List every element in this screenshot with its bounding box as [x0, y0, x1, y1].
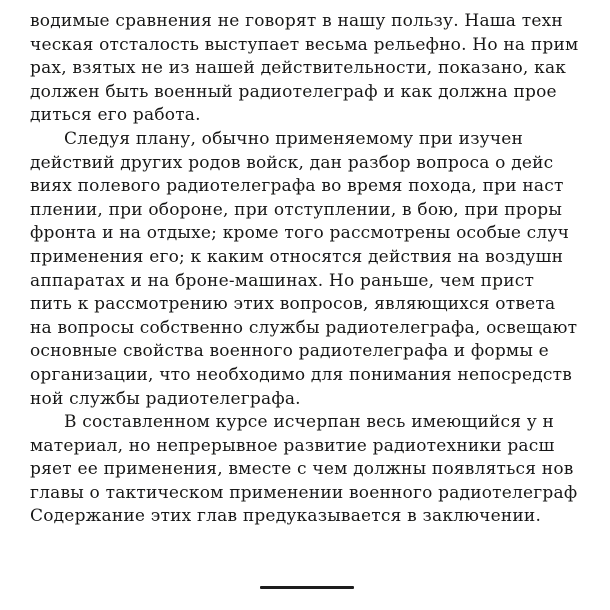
text-line: организации, что необходимо для понимания непосредств	[30, 364, 573, 385]
text-line: на вопросы собственно службы радиотелеграфа, освещают	[30, 317, 578, 338]
text-line: фронта и на отдыхе; кроме того рассмотрены особые случ	[30, 223, 570, 244]
text-line: В составленном курсе исчерпан весь имеющийся у н	[64, 412, 555, 433]
text-line: диться его работа.	[30, 105, 201, 126]
text-line: действий других родов войск, дан разбор вопроса о дейс	[30, 152, 554, 173]
text-line: должен быть военный радиотелеграф и как должна прое	[30, 81, 557, 102]
text-line: применения его; к каким относятся действия на воздушн	[30, 246, 564, 267]
text-line: Следуя плану, обычно применяемому при изучен	[64, 128, 524, 149]
text-line: Содержание этих глав предуказывается в заключении.	[30, 506, 542, 527]
text-line: аппаратах и на броне-машинах. Но раньше, чем прист	[30, 270, 535, 291]
text-line: пить к рассмотрению этих вопросов, являющихся ответа	[30, 294, 556, 315]
section-divider-rule	[260, 586, 354, 589]
text-line: плении, при обороне, при отступлении, в бою, при проры	[30, 199, 563, 220]
text-line: ряет ее применения, вместе с чем должны появляться нов	[30, 459, 574, 480]
text-line: материал, но непрерывное развитие радиотехники расш	[30, 435, 555, 456]
text-line: ческая отсталость выступает весьма рельефно. Но на прим	[30, 34, 579, 55]
text-line: водимые сравнения не говорят в нашу пользу. Наша техн	[30, 11, 563, 31]
body-text	[30, 10, 610, 529]
text-line: главы о тактическом применении военного радиотелеграф	[30, 482, 578, 503]
text-line: основные свойства военного радиотелеграфа и формы е	[30, 341, 549, 362]
text-line: ной службы радиотелеграфа.	[30, 388, 301, 409]
text-line: рах, взятых не из нашей действительности, показано, как	[30, 58, 567, 79]
text-line: виях полевого радиотелеграфа во время похода, при наст	[30, 176, 564, 197]
